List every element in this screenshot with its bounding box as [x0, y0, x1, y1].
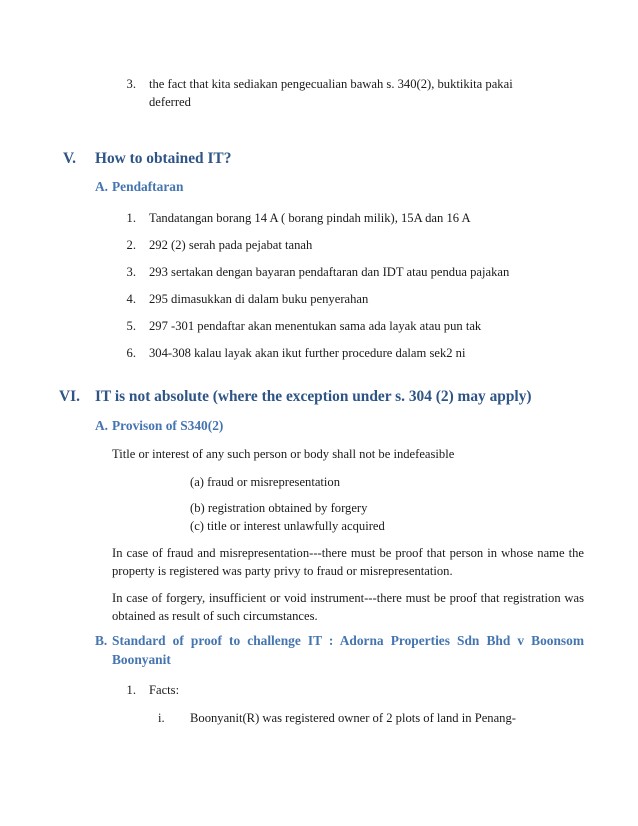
- roman-list-text: Boonyanit(R) was registered owner of 2 plots of land in Penang-: [190, 711, 516, 725]
- list-item-number: 4.: [126, 292, 136, 306]
- list-item-text: the fact that kita sediakan pengecualian bawah s. 340(2), buktikita pakai: [149, 77, 513, 91]
- section-heading: How to obtained IT?: [95, 150, 232, 167]
- list-item-number: 1.: [126, 211, 136, 225]
- subsection-heading: Provison of S340(2): [112, 418, 224, 433]
- section-numeral: VI.: [59, 388, 80, 405]
- list-item-text: 297 -301 pendaftar akan menentukan sama ada layak atau pun tak: [149, 319, 482, 333]
- list-item-text: 293 sertakan dengan bayaran pendaftaran dan IDT atau pendua pajakan: [149, 265, 510, 279]
- list-item-number: 3.: [126, 77, 136, 91]
- list-item-text: 304-308 kalau layak akan ikut further procedure dalam sek2 ni: [149, 346, 466, 360]
- paragraph: In case of forgery, insufficient or void instrument---there must be proof that registration was obtained as result of such circumstances.: [112, 591, 584, 623]
- subsection-heading: Standard of proof to challenge IT : Adorna Properties Sdn Bhd v Boonsom: [112, 633, 584, 648]
- subsection-letter: A.: [95, 179, 109, 194]
- list-item-text: 292 (2) serah pada pejabat tanah: [149, 238, 313, 252]
- exception-item: (a) fraud or misrepresentation: [190, 475, 341, 489]
- list-item-number: 2.: [126, 238, 136, 252]
- exception-item: (c) title or interest unlawfully acquired: [190, 519, 385, 533]
- subsection-letter: A.: [95, 418, 109, 433]
- list-item-text: 295 dimasukkan di dalam buku penyerahan: [149, 292, 369, 306]
- list-item-text: Facts:: [149, 683, 180, 697]
- subsection-letter: B.: [95, 633, 108, 648]
- list-item-number: 6.: [126, 346, 136, 360]
- paragraph: In case of fraud and misrepresentation---there must be proof that person in whose name the property is registered was party privy to fraud or misrepresentation.: [112, 546, 584, 578]
- paragraph: Title or interest of any such person or body shall not be indefeasible: [112, 447, 455, 461]
- section-heading: IT is not absolute (where the exception under s. 304 (2) may apply): [95, 388, 532, 405]
- list-item-number: 3.: [126, 265, 136, 279]
- subsection-heading-continued: Boonyanit: [112, 652, 171, 667]
- list-item-text-continued: deferred: [149, 95, 191, 109]
- exception-item: (b) registration obtained by forgery: [190, 501, 368, 515]
- list-item-number: 1.: [126, 683, 136, 697]
- roman-list-number: i.: [158, 711, 165, 725]
- list-item-text: Tandatangan borang 14 A ( borang pindah milik), 15A dan 16 A: [149, 211, 471, 225]
- subsection-heading: Pendaftaran: [112, 179, 184, 194]
- list-item-number: 5.: [126, 319, 136, 333]
- section-numeral: V.: [63, 150, 76, 167]
